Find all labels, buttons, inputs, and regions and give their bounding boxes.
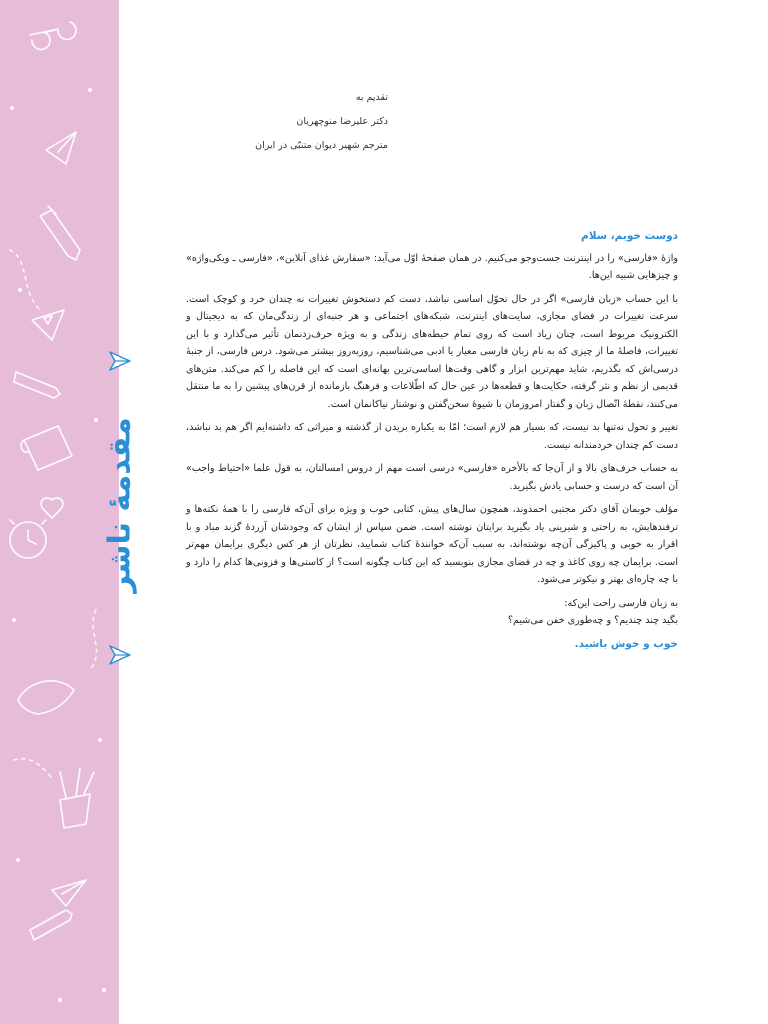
preface-body [186, 228, 678, 659]
glasses-icon [30, 22, 76, 49]
scroll-icon [18, 681, 74, 714]
closing-line: خوب و خوش باشید. [574, 637, 678, 650]
heart-icon [41, 498, 63, 518]
paragraph: با این حساب «زبان فارسی» اگر در حال تحوّل اساسی نباشد، دست کم دستخوش تغییرات نه چندان خرد و کوچک است. سرعت تغییرات در فضای مجازی، سایت‌های اینترنت، شبکه‌های اجتماعی و هر جنبه‌ای از زندگی‌مان که به دیجیتال و الکترونیک مربوط است، چنان زیاد است که روی تمام حیطه‌های زندگی و به ویژه حرف‌زدنمان تأثیر می‌گذارد و با این تغییرات، فاصلهٔ ما از چیزی که به نام زبان فارسی معیار یا ادبی می‌شناسیم، روزبه‌روز بیشتر می‌شود. درس فارسی، از جنبهٔ درسی‌اش که بگذریم، شاید مهم‌ترین ابزار و گاهی وقت‌ها اساسی‌ترین بهانه‌ای است که این فاصله را کم می‌کند. متن‌های قدیمی از نظم و نثر گرفته، حکایت‌ها و قطعه‌ها در عین حال که اطّلاعات و فرهنگ بازمانده از قرن‌های پیشین را به ما منتقل می‌کنند، نقطهٔ اتّصال زبان و گفتار امروزمان با شیوهٔ سخن‌گفتن و نوشتار نیاکانمان است. [186, 293, 678, 410]
paper-plane-icon [52, 880, 86, 906]
pencil-icon [40, 206, 80, 260]
page-title-container [90, 360, 150, 650]
pencil-icon [30, 910, 72, 940]
dedication-line-1: تقدیم به [355, 92, 388, 103]
paragraph: به زبان فارسی راحت این‌که: [564, 597, 678, 609]
paper-plane-icon [46, 132, 76, 164]
pencil-icon [14, 372, 60, 398]
paragraph: تغییر و تحول نه‌تنها بد نیست، که بسیار هم لازم است؛ امّا به یکباره بریدن از گذشته و میراثی که داشته‌ایم اگر هم بد نباشد، دست کم چندان خردمندانه نیست. [186, 422, 678, 451]
scroll-icon [21, 426, 72, 470]
greeting-heading: دوست خوبم، سلام [581, 230, 678, 242]
paragraph: به حساب حرف‌های بالا و از آن‌جا که بالأخره «فارسی» درسی است مهم از دروس امسالتان، به قول علما «احتیاط واجب» آن است که درست و حسابی یادش بگیرید. [186, 463, 678, 492]
ruler-triangle-icon [32, 310, 64, 340]
alarm-clock-icon [10, 520, 46, 558]
dedication-line-3: مترجم شهیر دیوان متنبّی در ایران [255, 140, 388, 151]
dedication-line-2: دکتر علیرضا منوچهریان [296, 116, 388, 127]
paragraph: واژهٔ «فارسی» را در اینترنت جست‌وجو می‌کنیم. در همان صفحهٔ اوّل می‌آید: «سفارش غذای آنلاین»، «فارسی ـ ویکی‌واژه» و چیزهایی شبیه این‌ها. [186, 252, 678, 281]
paragraph: مؤلف خوبمان آقای دکتر مجتبی احمدوند، همچون سال‌های پیش، کتابی خوب و ویژه برای آن‌که فارسی را با همهٔ نکته‌ها و ترفندهایش، به راحتی و شیرینی یاد بگیرید برایتان نوشته است. ضمن سپاس از ایشان که وجودشان آزردهٔ گزند مباد و با اقرار به خوبی و پاکیزگی آن‌چه نوشته‌اند، به سبب آن‌که خوانندهٔ کتاب شمایید، نظرتان از هر کس دیگری برایمان مهم‌تر است. برایمان چه روی کاغذ و چه در فضای مجازی بنویسید که این کتاب چگونه است؟ از کاستی‌ها و فزونی‌ها کدام را دارد و با چه چاره‌ای بهتر و نیکوتر می‌شود. [186, 504, 678, 585]
pencil-cup-icon [60, 768, 94, 828]
paragraph: بگید چند چندیم؟ و چه‌طوری خفن می‌شیم؟ [507, 615, 678, 626]
page-title: مقدمهٔ ناشر [102, 417, 138, 593]
